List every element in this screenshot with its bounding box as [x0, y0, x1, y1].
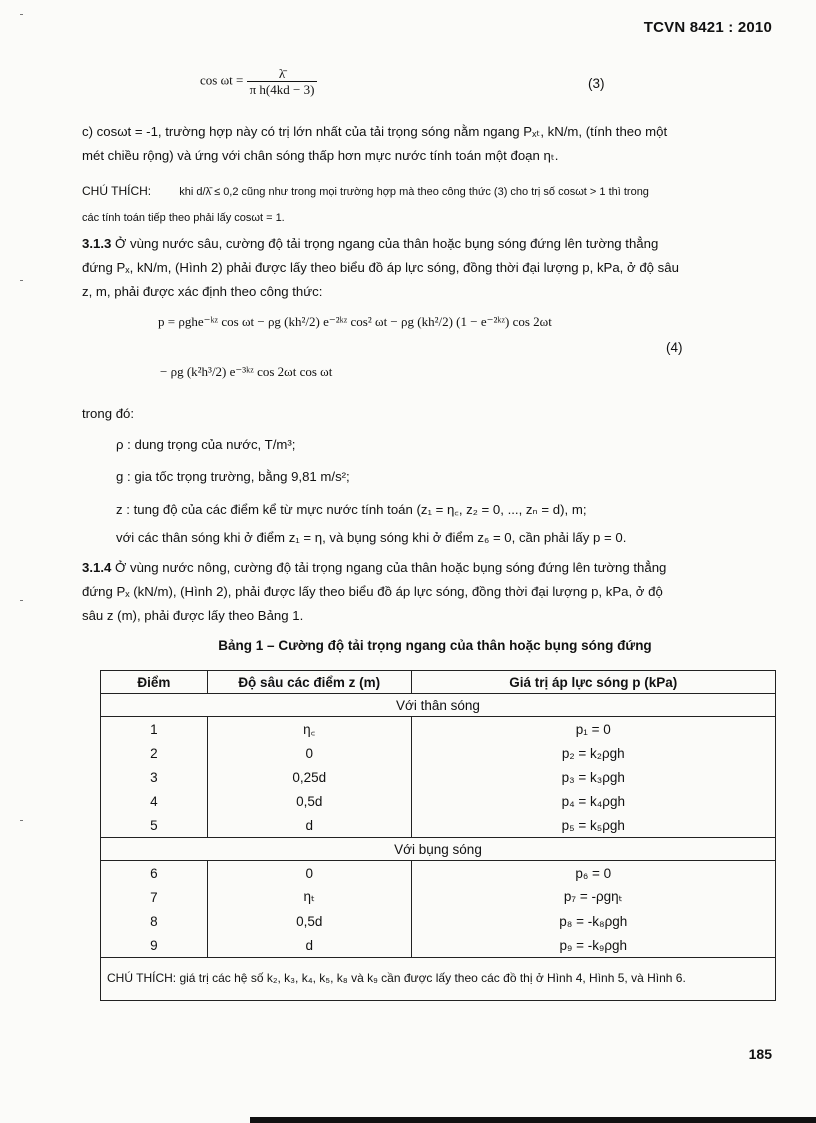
- table-row: [101, 741, 776, 765]
- table-note-row: [101, 958, 776, 1001]
- section-3-1-3: [82, 232, 774, 304]
- cell-depth: ηₜ: [207, 885, 411, 909]
- equation-number-4: (4): [666, 340, 683, 355]
- formula-4-line-1: p = ρghe⁻ᵏᶻ cos ωt − ρg (kh²/2) e⁻²ᵏᶻ cos² ωt − ρg (kh²/2) (1 − e⁻²ᵏᶻ) cos 2ωt: [158, 314, 552, 329]
- cell-pressure: p₈ = -k₈ρgh: [411, 909, 775, 933]
- cell-point: 7: [101, 885, 208, 909]
- formula-4-line-2: − ρg (k²h³/2) e⁻³ᵏᶻ cos 2ωt cos ωt: [160, 364, 333, 379]
- cell-pressure: p₄ = k₄ρgh: [411, 789, 775, 813]
- formula-3: [200, 66, 317, 97]
- section-number-3-1-4: 3.1.4: [82, 560, 112, 575]
- table-row: [101, 813, 776, 838]
- cell-depth: 0: [207, 741, 411, 765]
- header-pressure: Giá trị áp lực sóng p (kPa): [411, 671, 775, 694]
- where-item-rho: ρ : dung trọng của nước, T/m³;: [116, 437, 296, 452]
- cell-point: 1: [101, 717, 208, 742]
- cell-depth: d: [207, 933, 411, 958]
- cell-depth: η꜀: [207, 717, 411, 742]
- cell-pressure: p₅ = k₅ρgh: [411, 813, 775, 838]
- table-row: [101, 861, 776, 886]
- note-1-line-1: khi d/λ̄ ≤ 0,2 cũng như trong mọi trường hợp mà theo công thức (3) cho trị số cosωt > 1 thì trong: [179, 186, 649, 198]
- where-item-condition: với các thân sóng khi ở điểm z₁ = η, và bụng sóng khi ở điểm z₆ = 0, cần phải lấy p = 0.: [116, 530, 627, 545]
- section-3-1-3-line-3: z, m, phải được xác định theo công thức:: [82, 284, 323, 299]
- cell-point: 4: [101, 789, 208, 813]
- group-label-crest: Với thân sóng: [101, 694, 776, 717]
- note-1: [82, 178, 782, 231]
- paragraph-c-line-1: cosωt = -1, trường hợp này có trị lớn nhất của tải trọng sóng nằm ngang Pₓₜ, kN/m, (tính theo một: [96, 124, 668, 139]
- cell-point: 6: [101, 861, 208, 886]
- header-point: Điểm: [101, 671, 208, 694]
- standard-code: TCVN 8421 : 2010: [643, 19, 772, 36]
- cell-depth: 0,25d: [207, 765, 411, 789]
- table-row: [101, 909, 776, 933]
- where-item-z: z : tung độ của các điểm kể từ mực nước tính toán (z₁ = η꜀, z₂ = 0, ..., zₙ = d), m;: [116, 502, 587, 517]
- cell-point: 2: [101, 741, 208, 765]
- cell-depth: d: [207, 813, 411, 838]
- group-row-crest: [101, 694, 776, 717]
- cell-pressure: p₇ = -ρgηₜ: [411, 885, 775, 909]
- formula-3-denominator: π h(4kd − 3): [249, 82, 315, 97]
- table-header-row: [101, 671, 776, 694]
- table-row: [101, 765, 776, 789]
- scan-edge-bar: [250, 1117, 816, 1123]
- margin-mark: [20, 14, 23, 15]
- table-row: [101, 717, 776, 742]
- table-caption: Bảng 1 – Cường độ tải trọng ngang của thân hoặc bụng sóng đứng: [218, 638, 652, 653]
- formula-3-fraction: [247, 66, 318, 97]
- cell-pressure: p₉ = -k₉ρgh: [411, 933, 775, 958]
- where-item-g: g : gia tốc trọng trường, bằng 9,81 m/s²;: [116, 469, 350, 484]
- equation-number-3: (3): [588, 76, 605, 91]
- wave-pressure-table: [100, 670, 776, 1001]
- margin-mark: [20, 280, 23, 281]
- group-label-trough: Với bụng sóng: [101, 838, 776, 861]
- table-note: CHÚ THÍCH: giá trị các hệ số k₂, k₃, k₄, k₅, k₈ và k₉ cần được lấy theo các đồ thị ở Hình 4, Hình 5, và Hình 6.: [101, 958, 776, 1001]
- cell-pressure: p₁ = 0: [411, 717, 775, 742]
- table-row: [101, 885, 776, 909]
- cell-point: 5: [101, 813, 208, 838]
- group-row-trough: [101, 838, 776, 861]
- cell-depth: 0,5d: [207, 789, 411, 813]
- cell-pressure: p₃ = k₃ρgh: [411, 765, 775, 789]
- paragraph-c: [82, 120, 774, 168]
- section-3-1-4-line-1: Ở vùng nước nông, cường độ tải trọng ngang của thân hoặc bụng sóng đứng lên tường thẳng: [115, 560, 667, 575]
- section-3-1-3-line-2: đứng Pₓ, kN/m, (Hình 2) phải được lấy theo biểu đồ áp lực sóng, đồng thời đại lượng p, kPa, ở độ sâu: [82, 260, 679, 275]
- cell-depth: 0,5d: [207, 909, 411, 933]
- formula-3-numerator: λ̄: [247, 66, 318, 82]
- cell-point: 3: [101, 765, 208, 789]
- page-number: 185: [748, 1046, 772, 1062]
- item-label-c: c): [82, 124, 93, 139]
- cell-point: 9: [101, 933, 208, 958]
- section-3-1-4-line-2: đứng Pₓ (kN/m), (Hình 2), phải được lấy theo biểu đồ áp lực sóng, đồng thời đại lượng p, kPa, ở độ: [82, 584, 663, 599]
- cell-pressure: p₂ = k₂ρgh: [411, 741, 775, 765]
- cell-pressure: p₆ = 0: [411, 861, 775, 886]
- table-row: [101, 789, 776, 813]
- section-number-3-1-3: 3.1.3: [82, 236, 112, 251]
- formula-3-lhs: cos ωt =: [200, 72, 244, 88]
- table-row: [101, 933, 776, 958]
- cell-depth: 0: [207, 861, 411, 886]
- section-3-1-4-line-3: sâu z (m), phải được lấy theo Bảng 1.: [82, 608, 304, 623]
- section-3-1-3-line-1: Ở vùng nước sâu, cường độ tải trọng ngang của thân hoặc bụng sóng đứng lên tường thẳng: [115, 236, 659, 251]
- section-3-1-4: [82, 556, 774, 628]
- paragraph-c-line-2: mét chiều rộng) và ứng với chân sóng thấp hơn mực nước tính toán một đoạn ηₜ.: [82, 148, 559, 163]
- cell-point: 8: [101, 909, 208, 933]
- where-intro: trong đó:: [82, 406, 135, 421]
- margin-mark: [20, 600, 23, 601]
- note-1-label: CHÚ THÍCH:: [82, 184, 152, 198]
- note-1-line-2: các tính toán tiếp theo phải lấy cosωt = 1.: [82, 212, 285, 224]
- margin-mark: [20, 820, 23, 821]
- header-depth: Độ sâu các điểm z (m): [207, 671, 411, 694]
